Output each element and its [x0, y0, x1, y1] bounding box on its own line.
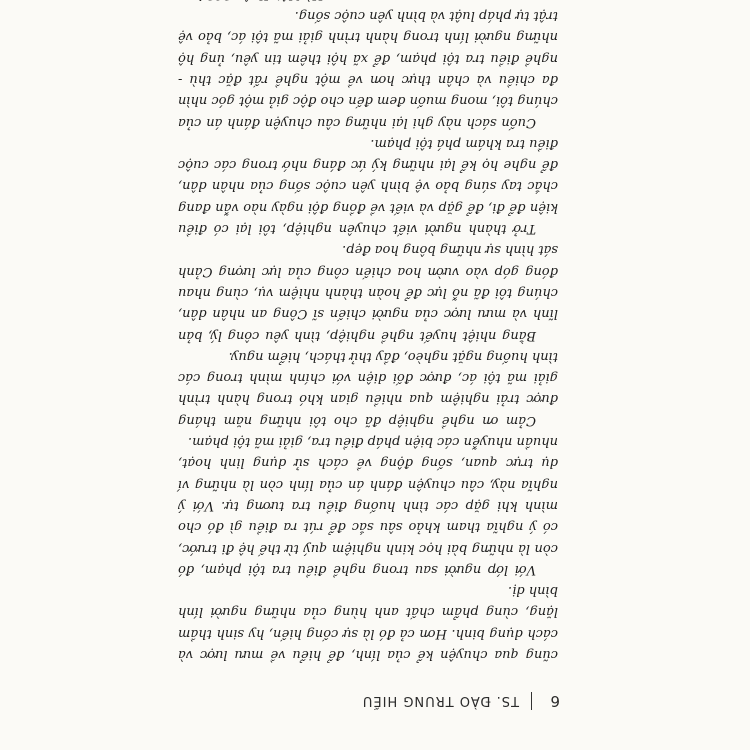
- paragraph: Với lớp người sau trong nghề điều tra tội phạm, đó còn là những bài học kinh nghiệm quý từ thế hệ đi trước, có ý nghĩa tham khảo sâu sắc để rút ra điều gì đó cho mình khi gặp các tình huống điều tra tương tự. Với ý nghĩa này, câu chuyện đánh án của lính còn là những ví dụ trực quan, sống động về cách sử dụng linh hoạt, nhuần nhuyễn các biện pháp điều tra, giải mã tội phạm.: [178, 434, 558, 577]
- paragraph: Cuốn sách này ghi lại những câu chuyện đánh án của chúng tôi, mong muốn đem đến cho độc giả một góc nhìn đa chiều và chân thực hơn về một nghề rất đặc thù - nghề điều tra tội phạm, để xã hội thêm tin yêu, ủng hộ những người lính trong hành trình giải mã tội ác, bảo vệ trật tự pháp luật và bình yên cuộc sống.: [178, 8, 558, 130]
- page-number: 6: [550, 692, 560, 710]
- page-header: [180, 690, 560, 712]
- paragraph: Cảm ơn nghề nghiệp đã cho tôi những năm tháng được trải nghiệm qua nhiều gian khó trong hành trình giải mã tội ác, được đối diện với chính mình trong các tình huống ngặt nghèo, đầy thử thách, hiểm nguy.: [178, 348, 558, 428]
- paragraph-continued: cũng qua chuyện kể của lính, để hiểu về mưu lược và cách dụng binh. Hơn cả đó là sự cống hiến, hy sinh thầm lặng, cùng phẩm chất anh hùng của những người lính bình dị.: [178, 583, 558, 662]
- paragraph: Bằng nhiệt huyết nghề nghiệp, tình yêu công lý, bản lĩnh và mưu lược của người chiến sĩ Công an nhân dân, chúng tôi đã nỗ lực để hoàn thành nhiệm vụ, cùng nhau đóng góp vào vườn hoa chiến công của lực lượng Cảnh sát hình sự những bông hoa đẹp.: [178, 242, 558, 343]
- paragraph: Trở thành người viết chuyên nghiệp, tôi lại có điều kiện để đi, để gặp và viết về đồng đội ngày nào vẫn đang chắc tay súng bảo vệ bình yên cuộc sống của nhân dân, để nghe họ kể lại những ký ức đáng nhớ trong các cuộc điều tra khám phá tội phạm.: [178, 135, 558, 237]
- body-text: [178, 0, 558, 665]
- running-title: TS. ĐÀO TRUNG HIẾU: [361, 693, 519, 709]
- header-divider: [531, 692, 532, 710]
